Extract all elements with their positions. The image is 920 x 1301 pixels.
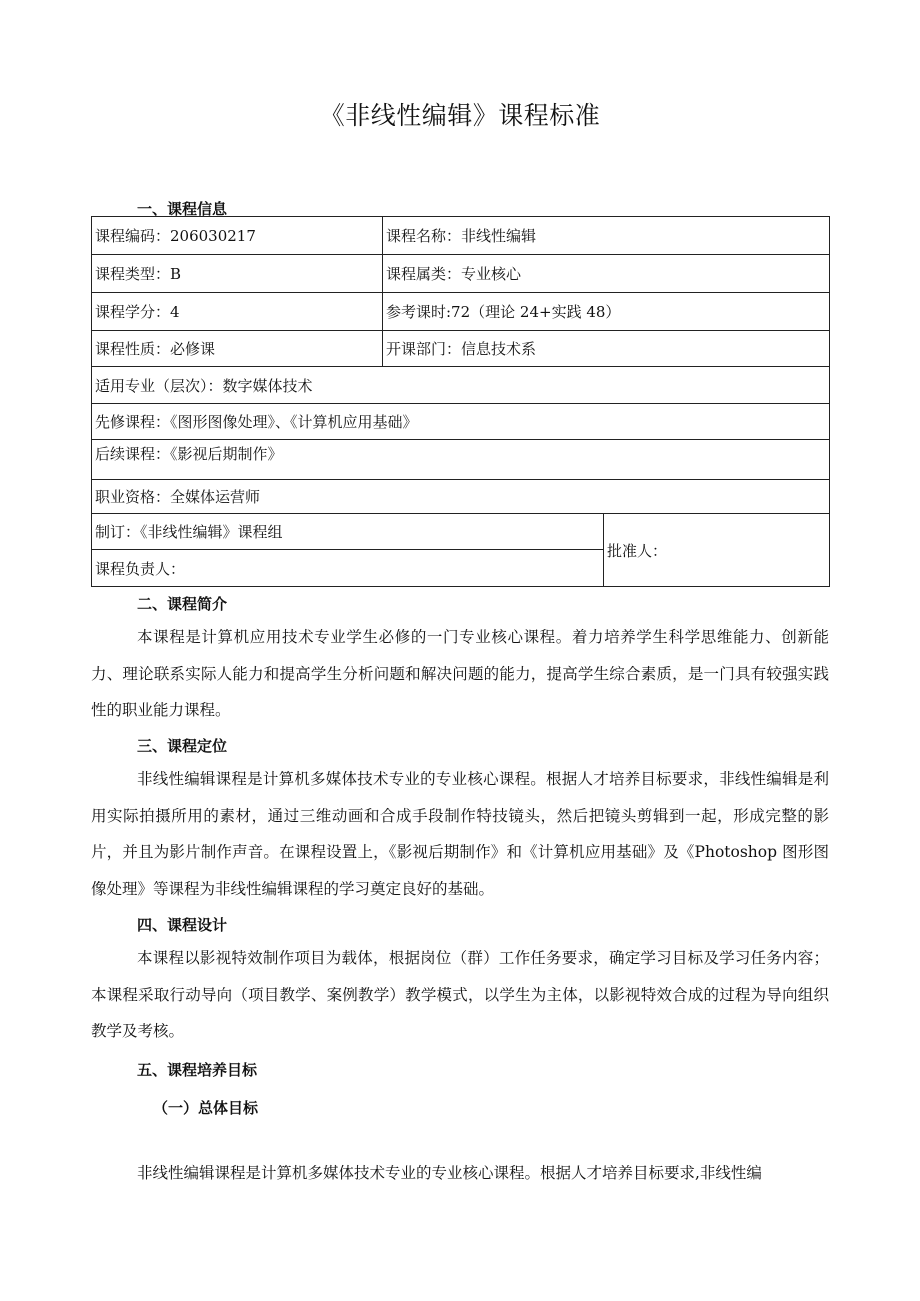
course-positioning-paragraph: 非线性编辑课程是计算机多媒体技术专业的专业核心课程。根据人才培养目标要求，非线性编辑是利用实际拍摄所用的素材，通过三维动画和合成手段制作特技镜头，然后把镜头剪辑到一起，形成完整的影片，并且为影片制作声音。在课程设置上，《影视后期制作》和《计算机应用基础》及《Photoshop 图形图像处理》等课程为非线性编辑课程的学习奠定良好的基础。 (91, 770, 829, 898)
follow-up-courses-cell: 后续课程：《影视后期制作》 (92, 440, 830, 480)
section-heading-course-intro: 二、课程简介 (137, 595, 228, 613)
section-heading-course-design: 四、课程设计 (137, 916, 228, 934)
prerequisite-courses-cell: 先修课程：《图形图像处理》、《计算机应用基础》 (92, 404, 830, 440)
table-row (92, 217, 830, 255)
table-row (92, 404, 830, 440)
course-hours-cell: 参考课时:72（理论 24+实践 48） (383, 293, 830, 331)
applicable-major-cell: 适用专业（层次）：数字媒体技术 (92, 367, 830, 404)
subsection-heading-overall-goal: （一）总体目标 (153, 1099, 259, 1117)
course-design-paragraph: 本课程以影视特效制作项目为载体，根据岗位（群）工作任务要求，确定学习目标及学习任务内容；本课程采取行动导向（项目教学、案例教学）教学模式，以学生为主体，以影视特效合成的过程为导向组织教学及考核。 (91, 949, 829, 1040)
table-row (92, 367, 830, 404)
document-title: 《非线性编辑》课程标准 (319, 101, 601, 130)
qualification-cell: 职业资格：全媒体运营师 (92, 480, 830, 514)
table-row (92, 293, 830, 331)
course-credit-cell: 课程学分：4 (92, 293, 383, 331)
course-nature-cell: 课程性质：必修课 (92, 331, 383, 367)
course-leader-cell: 课程负责人： (92, 550, 604, 587)
table-row (92, 514, 830, 550)
course-category-cell: 课程属类：专业核心 (383, 255, 830, 293)
table-row (92, 331, 830, 367)
course-info-table (91, 216, 830, 587)
course-code-cell: 课程编码：206030217 (92, 217, 383, 255)
section-heading-course-info: 一、课程信息 (137, 200, 228, 218)
overall-goal-paragraph: 非线性编辑课程是计算机多媒体技术专业的专业核心课程。根据人才培养目标要求,非线性编 (137, 1164, 762, 1182)
course-name-cell: 课程名称：非线性编辑 (383, 217, 830, 255)
course-intro-paragraph: 本课程是计算机应用技术专业学生必修的一门专业核心课程。着力培养学生科学思维能力、创新能力、理论联系实际人能力和提高学生分析问题和解决问题的能力，提高学生综合素质，是一门具有较强实践性的职业能力课程。 (91, 628, 829, 719)
course-department-cell: 开课部门：信息技术系 (383, 331, 830, 367)
course-type-cell: 课程类型：B (92, 255, 383, 293)
table-row (92, 440, 830, 480)
drafted-by-cell: 制订：《非线性编辑》课程组 (92, 514, 604, 550)
table-row (92, 480, 830, 514)
section-heading-course-objectives: 五、课程培养目标 (137, 1061, 258, 1079)
table-row (92, 255, 830, 293)
approver-cell: 批准人： (604, 514, 830, 587)
section-heading-course-positioning: 三、课程定位 (137, 737, 228, 755)
